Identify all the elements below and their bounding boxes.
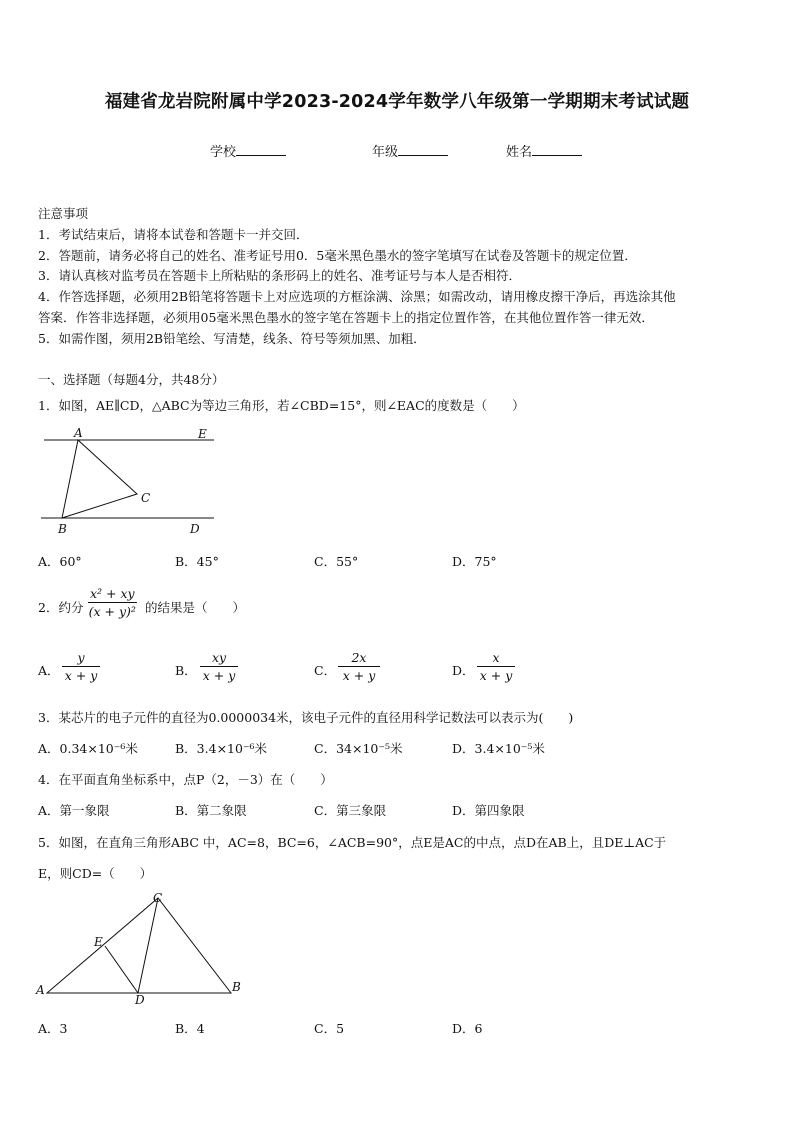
q2-option-b-label[interactable]: B． [175, 663, 197, 678]
q4-option-c[interactable]: C．第三象限 [314, 803, 387, 818]
note-item: 1．考试结束后，请将本试卷和答题卡一并交回． [38, 227, 309, 242]
label-B: B [232, 980, 241, 994]
grade-blank[interactable] [398, 143, 448, 156]
q3-option-a[interactable]: A．0.34×10⁻⁶米 [38, 741, 138, 756]
question-5-stem-line1: 5．如图，在直角三角形ABC 中，AC=8，BC=6，∠ACB=90°，点E是AC的中点，点D在AB上，且DE⊥AC于 [38, 835, 667, 850]
q4-option-b[interactable]: B．第二象限 [175, 803, 247, 818]
q1-option-a[interactable]: A．60° [38, 554, 82, 569]
note-item: 4．作答选择题，必须用2B铅笔将答题卡上对应选项的方框涂满、涂黑；如需改动，请用橡皮擦干净后，再选涂其他 [38, 289, 676, 304]
label-D: D [190, 522, 200, 536]
section-heading: 一、选择题（每题4分，共48分） [38, 372, 225, 387]
q2-option-b-fraction[interactable]: $\frac{xy}{x + y}$ [200, 650, 238, 683]
school-blank[interactable] [236, 143, 286, 156]
q1-option-d[interactable]: D．75° [452, 554, 497, 569]
question-1-figure [36, 424, 221, 539]
note-item: 3．请认真核对监考员在答题卡上所粘贴的条形码上的姓名、准考证号与本人是否相符． [38, 268, 521, 283]
label-B: B [58, 522, 67, 536]
question-3-stem: 3．某芯片的电子元件的直径为0.0000034米，该电子元件的直径用科学记数法可以表示为( ) [38, 710, 574, 725]
q5-option-b[interactable]: B．4 [175, 1021, 205, 1036]
question-2-prefix: 2．约分 [38, 600, 84, 615]
q5-option-a[interactable]: A．3 [38, 1021, 68, 1036]
school-field: 学校 [210, 141, 286, 160]
q3-option-c[interactable]: C．34×10⁻⁵米 [314, 741, 403, 756]
question-2-fraction: $\frac{\text{x² + xy}}{\text{(x + y)²}}$ [88, 586, 136, 619]
note-item: 5．如需作图，须用2B铅笔绘、写清楚，线条、符号等须加黑、加粗． [38, 331, 426, 346]
page-title: 福建省龙岩院附属中学2023-2024学年数学八年级第一学期期末考试试题 [104, 92, 690, 112]
grade-field: 年级 [372, 141, 448, 160]
q4-option-a[interactable]: A．第一象限 [38, 803, 110, 818]
q3-option-b[interactable]: B．3.4×10⁻⁶米 [175, 741, 268, 756]
note-item: 答案．作答非选择题，必须用05毫米黑色墨水的签字笔在答题卡上的指定位置作答，在其他位置作答一律无效． [38, 310, 654, 325]
q2-option-c-label[interactable]: C． [314, 663, 337, 678]
q5-option-c[interactable]: C．5 [314, 1021, 345, 1036]
q3-option-d[interactable]: D．3.4×10⁻⁵米 [452, 741, 545, 756]
label-D: D [135, 993, 145, 1007]
label-E: E [94, 935, 103, 949]
name-field: 姓名 [506, 141, 582, 160]
q5-option-d[interactable]: D．6 [452, 1021, 483, 1036]
question-1-stem: 1．如图，AE∥CD，△ABC为等边三角形，若∠CBD=15°，则∠EAC的度数是（ ） [38, 398, 525, 413]
q4-option-d[interactable]: D．第四象限 [452, 803, 525, 818]
question-2-suffix: 的结果是（ ） [145, 600, 246, 615]
label-C: C [141, 491, 151, 505]
label-E: E [198, 427, 207, 441]
q2-option-c-fraction[interactable]: $\frac{2x}{x + y}$ [338, 650, 380, 683]
label-C: C [153, 891, 163, 905]
q1-option-c[interactable]: C．55° [314, 554, 359, 569]
q2-option-d-fraction[interactable]: $\frac{x}{x + y}$ [477, 650, 515, 683]
q2-option-d-label[interactable]: D． [452, 663, 475, 678]
name-blank[interactable] [532, 143, 582, 156]
q2-option-a-fraction[interactable]: $\frac{y}{x + y}$ [62, 650, 100, 683]
q1-option-b[interactable]: B．45° [175, 554, 219, 569]
question-5-figure [34, 888, 249, 1010]
question-5-stem-line2: E，则CD=（ ） [38, 866, 153, 881]
notes-heading: 注意事项 [38, 206, 89, 221]
note-item: 2．答题前，请务必将自己的姓名、准考证号用0．5毫米黑色墨水的签字笔填写在试卷及答题卡的规定位置． [38, 248, 637, 263]
label-A: A [36, 983, 45, 997]
question-4-stem: 4．在平面直角坐标系中，点P（2，－3）在（ ） [38, 772, 333, 787]
label-A: A [74, 426, 83, 440]
q2-option-a-label[interactable]: A． [38, 663, 60, 678]
